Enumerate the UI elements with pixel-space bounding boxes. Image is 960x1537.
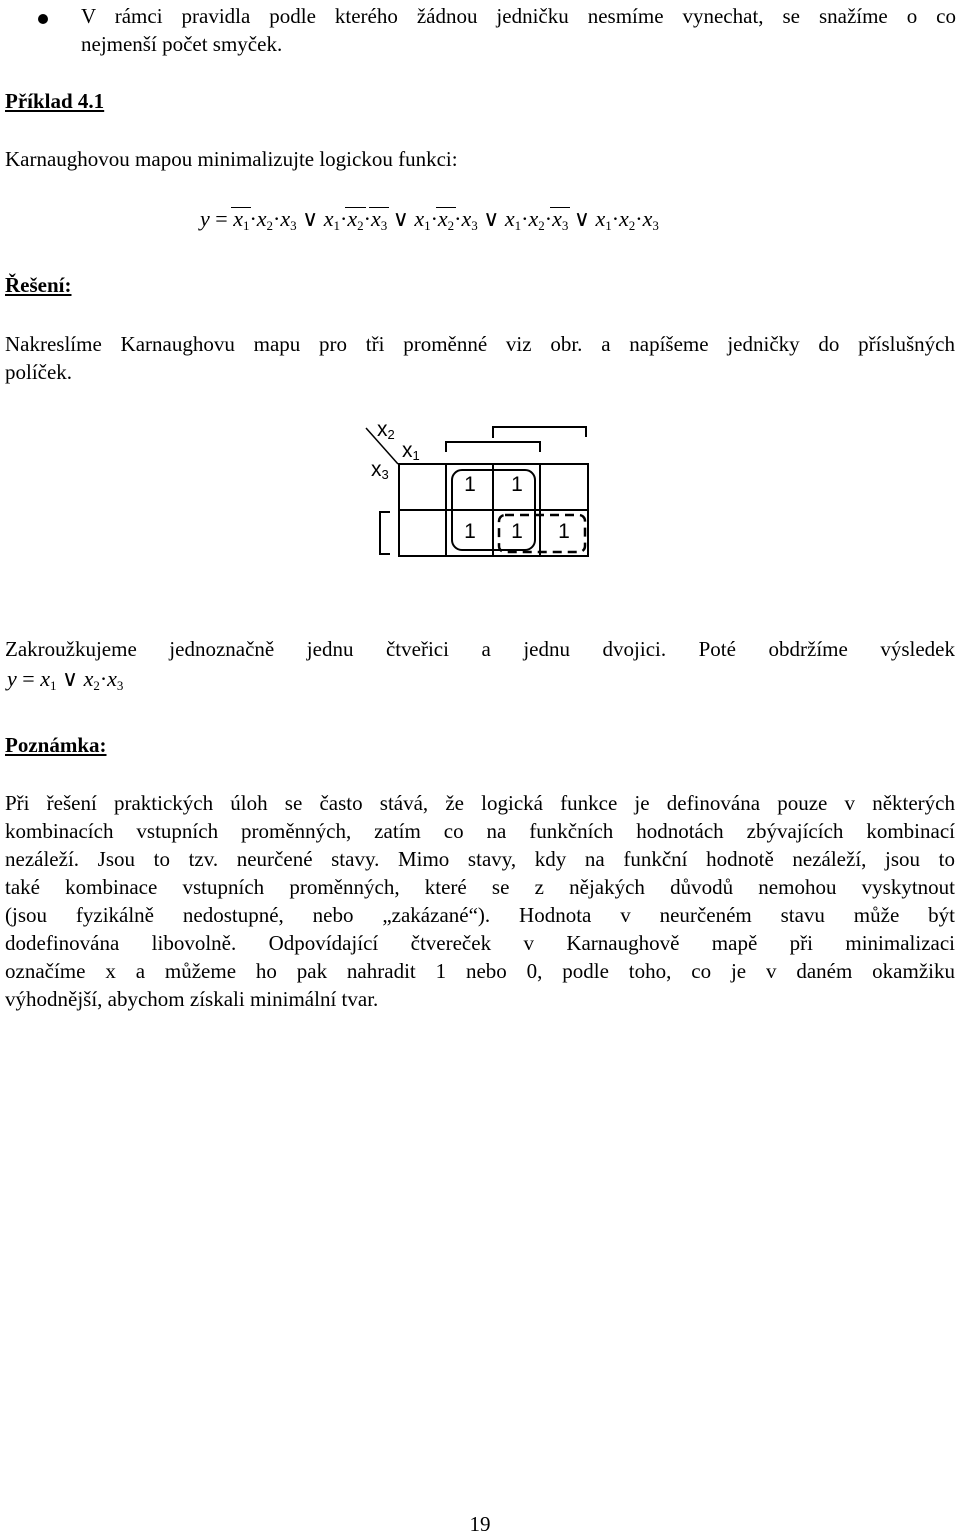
page-number: 19 (469, 1512, 491, 1536)
note-line: dodefinována libovolně. Odpovídající čtvereček v Karnaughově mapě při minimalizaci (5, 931, 955, 955)
kmap-cell-r1-c2: 1 (464, 473, 476, 496)
example-task: Karnaughovou mapou minimalizujte logickou funkci: (5, 147, 458, 171)
note-line: nezáleží. Jsou to tzv. neurčené stavy. Mimo stavy, kdy na funkční hodnotě nezáleží, jsou to (5, 847, 955, 871)
karnaugh-map (360, 418, 600, 568)
kmap-x3-letter: x (371, 458, 382, 481)
kmap-x1-letter: x (402, 439, 413, 462)
bullet-line-1: V rámci pravidla podle kterého žádnou jedničku nesmíme vynechat, se snažíme o co (81, 4, 956, 28)
note-line: Při řešení praktických úloh se často stává, že logická funkce je definována pouze v některých (5, 791, 955, 815)
kmap-label-x1 (402, 439, 420, 463)
note-heading: Poznámka: (5, 733, 107, 757)
kmap-x2-sub: 2 (387, 427, 395, 442)
kmap-cell-r1-c3: 1 (511, 473, 523, 496)
kmap-label-x3 (371, 458, 389, 482)
kmap-cell-r2-c4: 1 (558, 520, 570, 543)
note-line: výhodnější, abychom získali minimální tvar. (5, 987, 379, 1011)
result-text: Zakroužkujeme jednoznačně jednu čtveřici a jednu dvojici. Poté obdržíme výsledek (5, 637, 955, 661)
result-equation: $y = x_1$ ∨ $x_2\cdot x_3$ (7, 666, 124, 693)
kmap-x2-letter: x (377, 418, 388, 441)
example-heading: Příklad 4.1 (5, 89, 105, 113)
note-line: kombinacích vstupních proměnných, zatím co na funkčních hodnotách zbývajících kombinací (5, 819, 955, 843)
note-line: označíme x a můžeme ho pak nahradit 1 nebo 0, podle toho, co je v daném okamžiku (5, 959, 955, 983)
function-equation: $y = x_1\cdot x_2\cdot x_3$ ∨ $x_1\cdot x_2\cdot x_3$ ∨ $x_1\cdot x_2\cdot x_3$ ∨ $x_1\cdot x_2\cdot x_3$ ∨ $x_1\cdot x_2\cdot x_3$ (200, 206, 659, 233)
kmap-label-x2 (377, 418, 395, 442)
note-line: (jsou fyzikálně nedostupné, nebo „zakázané“). Hodnota v neurčeném stavu může být (5, 903, 955, 927)
kmap-x3-sub: 3 (381, 467, 389, 482)
bullet-item (0, 2, 960, 58)
note-line: také kombinace vstupních proměnných, které se z nějakých důvodů nemohou vyskytnout (5, 875, 955, 899)
kmap-cell-r2-c3: 1 (511, 520, 523, 543)
bullet-dot-icon (38, 14, 48, 24)
bullet-line-2: nejmenší počet smyček. (81, 32, 283, 56)
solution-para-line-2: políček. (5, 360, 73, 384)
kmap-x1-sub: 1 (412, 448, 420, 463)
solution-para-line-1: Nakreslíme Karnaughovu mapu pro tři proměnné viz obr. a napíšeme jedničky do příslušných (5, 332, 955, 356)
solution-heading: Řešení: (5, 273, 72, 297)
note-paragraph (5, 789, 955, 1013)
kmap-cell-r2-c2: 1 (464, 520, 476, 543)
